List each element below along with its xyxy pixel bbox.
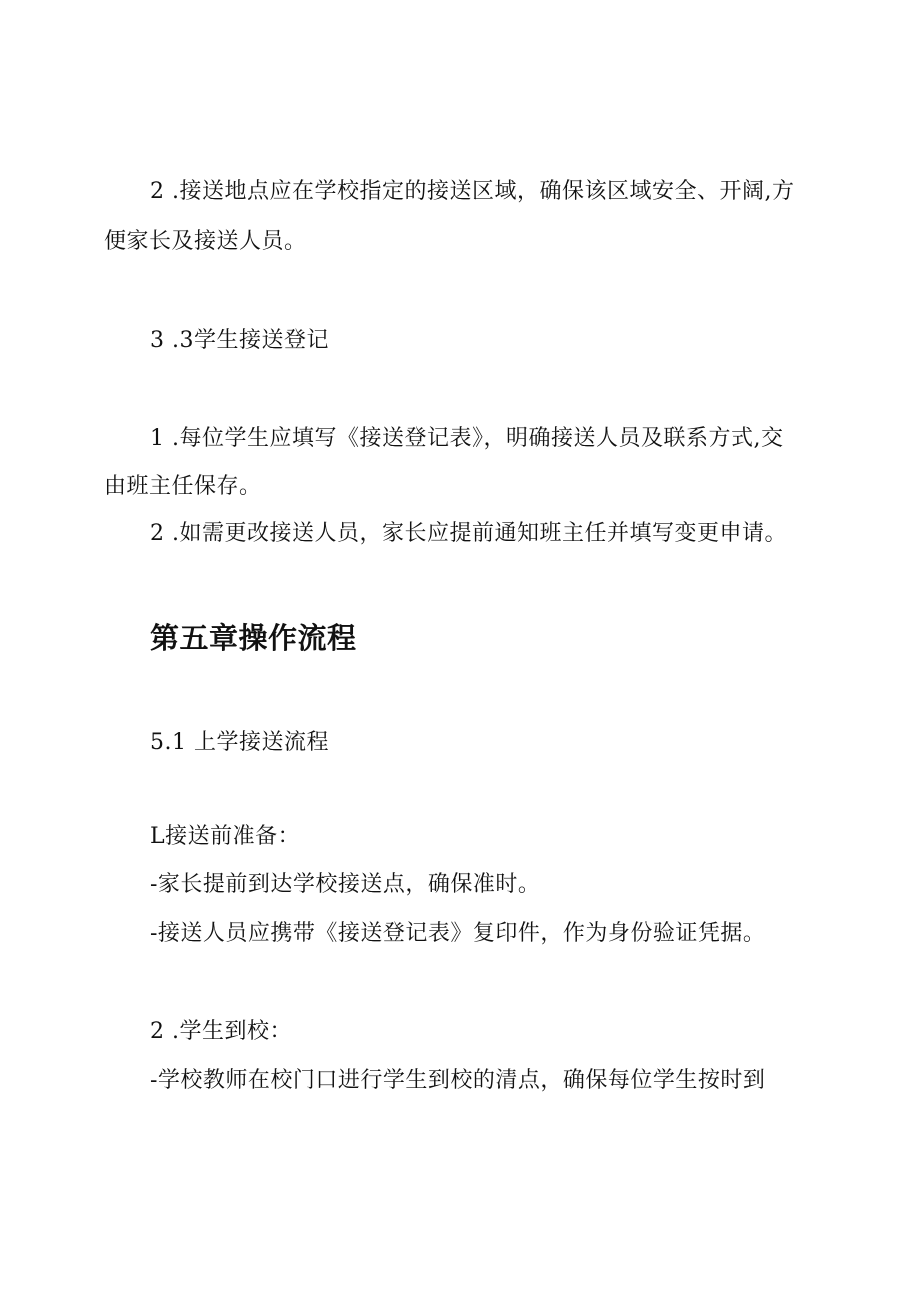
list-item-teacher-count: -学校教师在校门口进行学生到校的清点，确保每位学生按时到 (150, 1068, 766, 1093)
list-item-carry-form: -接送人员应携带《接送登记表》复印件，作为身份验证凭据。 (150, 921, 766, 946)
section-heading-school-pickup: 5.1 上学接送流程 (150, 730, 329, 755)
chapter-title: 第五章操作流程 (150, 621, 357, 655)
paragraph-registration-form-cont: 由班主任保存。 (104, 474, 262, 499)
paragraph-pickup-location: 2 .接送地点应在学校指定的接送区域，确保该区域安全、开阔,方 (150, 179, 795, 204)
section-heading-registration: 3 .3学生接送登记 (150, 328, 329, 353)
paragraph-change-request: 2 .如需更改接送人员，家长应提前通知班主任并填写变更申请。 (150, 521, 787, 546)
paragraph-pickup-location-cont: 便家长及接送人员。 (104, 229, 307, 254)
list-item-parents-arrive: -家长提前到达学校接送点，确保准时。 (150, 872, 541, 897)
paragraph-registration-form: 1 .每位学生应填写《接送登记表》，明确接送人员及联系方式,交 (150, 426, 784, 451)
list-heading-arrival: 2 .学生到校： (150, 1019, 292, 1044)
list-heading-preparation: L接送前准备： (150, 824, 301, 849)
